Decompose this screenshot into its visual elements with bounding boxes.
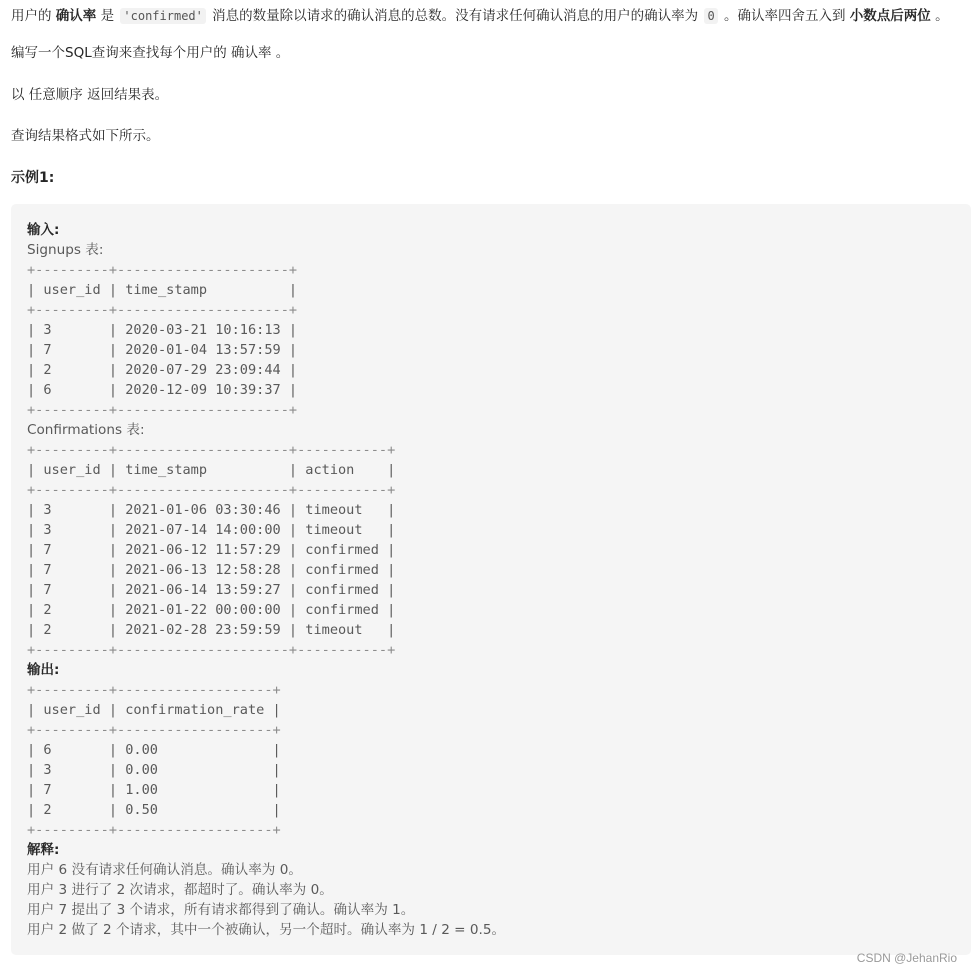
output-table-row: | user_id | confirmation_rate | — [27, 702, 281, 718]
explanation-line: 用户 3 进行了 2 次请求，都超时了。确认率为 0。 — [27, 882, 333, 898]
output-table-row: +---------+-------------------+ — [27, 682, 281, 698]
intro-text: 。确认率四舍五入到 — [719, 8, 850, 24]
confirmations-table-row: | 7 | 2021-06-13 12:58:28 | confirmed | — [27, 562, 396, 578]
intro-paragraph-1 — [11, 6, 949, 26]
confirmations-table-row: | 3 | 2021-01-06 03:30:46 | timeout | — [27, 502, 396, 518]
confirmations-table — [27, 442, 395, 658]
output-table-row: | 3 | 0.00 | — [27, 762, 281, 778]
intro-text: 。 — [930, 8, 949, 24]
output-table — [27, 682, 281, 838]
signups-label: Signups 表: — [27, 242, 104, 258]
example-content — [27, 220, 505, 940]
inline-code-zero: 0 — [704, 8, 717, 24]
explanation-label: 解释: — [27, 842, 60, 858]
explanation-text — [27, 862, 505, 938]
confirmations-table-row: | 7 | 2021-06-14 13:59:27 | confirmed | — [27, 582, 396, 598]
confirmations-table-row: +---------+---------------------+-----------+ — [27, 482, 396, 498]
output-table-row: | 6 | 0.00 | — [27, 742, 281, 758]
confirmations-table-row: | 7 | 2021-06-12 11:57:29 | confirmed | — [27, 542, 396, 558]
intro-paragraph-2: 编写一个SQL查询来查找每个用户的 确认率 。 — [11, 45, 290, 61]
confirmations-table-row: +---------+---------------------+-----------+ — [27, 642, 396, 658]
confirmations-table-row: | 3 | 2021-07-14 14:00:00 | timeout | — [27, 522, 396, 538]
two-decimals-term: 小数点后两位 — [849, 8, 931, 24]
signups-table-row: | 7 | 2020-01-04 13:57:59 | — [27, 342, 298, 358]
output-table-row: +---------+-------------------+ — [27, 722, 281, 738]
intro-paragraph-3: 以 任意顺序 返回结果表。 — [11, 87, 169, 103]
confirmations-table-row: +---------+---------------------+-----------+ — [27, 442, 396, 458]
intro-text: 消息的数量除以请求的确认消息的总数。没有请求任何确认消息的用户的确认率为 — [207, 8, 703, 24]
signups-table-row: | 2 | 2020-07-29 23:09:44 | — [27, 362, 298, 378]
signups-table — [27, 262, 297, 418]
explanation-line: 用户 7 提出了 3 个请求，所有请求都得到了确认。确认率为 1。 — [27, 902, 415, 918]
output-table-row: | 7 | 1.00 | — [27, 782, 281, 798]
output-table-row: | 2 | 0.50 | — [27, 802, 281, 818]
confirmations-table-row: | 2 | 2021-02-28 23:59:59 | timeout | — [27, 622, 396, 638]
confirmations-label: Confirmations 表: — [27, 422, 145, 438]
signups-table-row: +---------+---------------------+ — [27, 302, 298, 318]
intro-text: 是 — [96, 8, 119, 24]
confirmations-table-row: | 2 | 2021-01-22 00:00:00 | confirmed | — [27, 602, 396, 618]
output-label: 输出: — [27, 662, 60, 678]
signups-table-row: | 6 | 2020-12-09 10:39:37 | — [27, 382, 298, 398]
inline-code-confirmed: 'confirmed' — [120, 8, 205, 24]
intro-text: 用户的 — [11, 8, 56, 24]
signups-table-row: | user_id | time_stamp | — [27, 282, 298, 298]
signups-table-row: +---------+---------------------+ — [27, 402, 298, 418]
signups-table-row: | 3 | 2020-03-21 10:16:13 | — [27, 322, 298, 338]
output-table-row: +---------+-------------------+ — [27, 822, 281, 838]
explanation-line: 用户 6 没有请求任何确认消息。确认率为 0。 — [27, 862, 302, 878]
input-label: 输入: — [27, 222, 60, 238]
explanation-line: 用户 2 做了 2 个请求，其中一个被确认，另一个超时。确认率为 1 / 2 = 0.5。 — [27, 922, 506, 938]
intro-paragraph-4: 查询结果格式如下所示。 — [11, 128, 160, 144]
watermark: CSDN @JehanRio — [856, 951, 957, 965]
example-title: 示例1: — [11, 170, 55, 186]
confirmation-rate-term: 确认率 — [55, 8, 97, 24]
signups-table-row: +---------+---------------------+ — [27, 262, 298, 278]
confirmations-table-row: | user_id | time_stamp | action | — [27, 462, 396, 478]
